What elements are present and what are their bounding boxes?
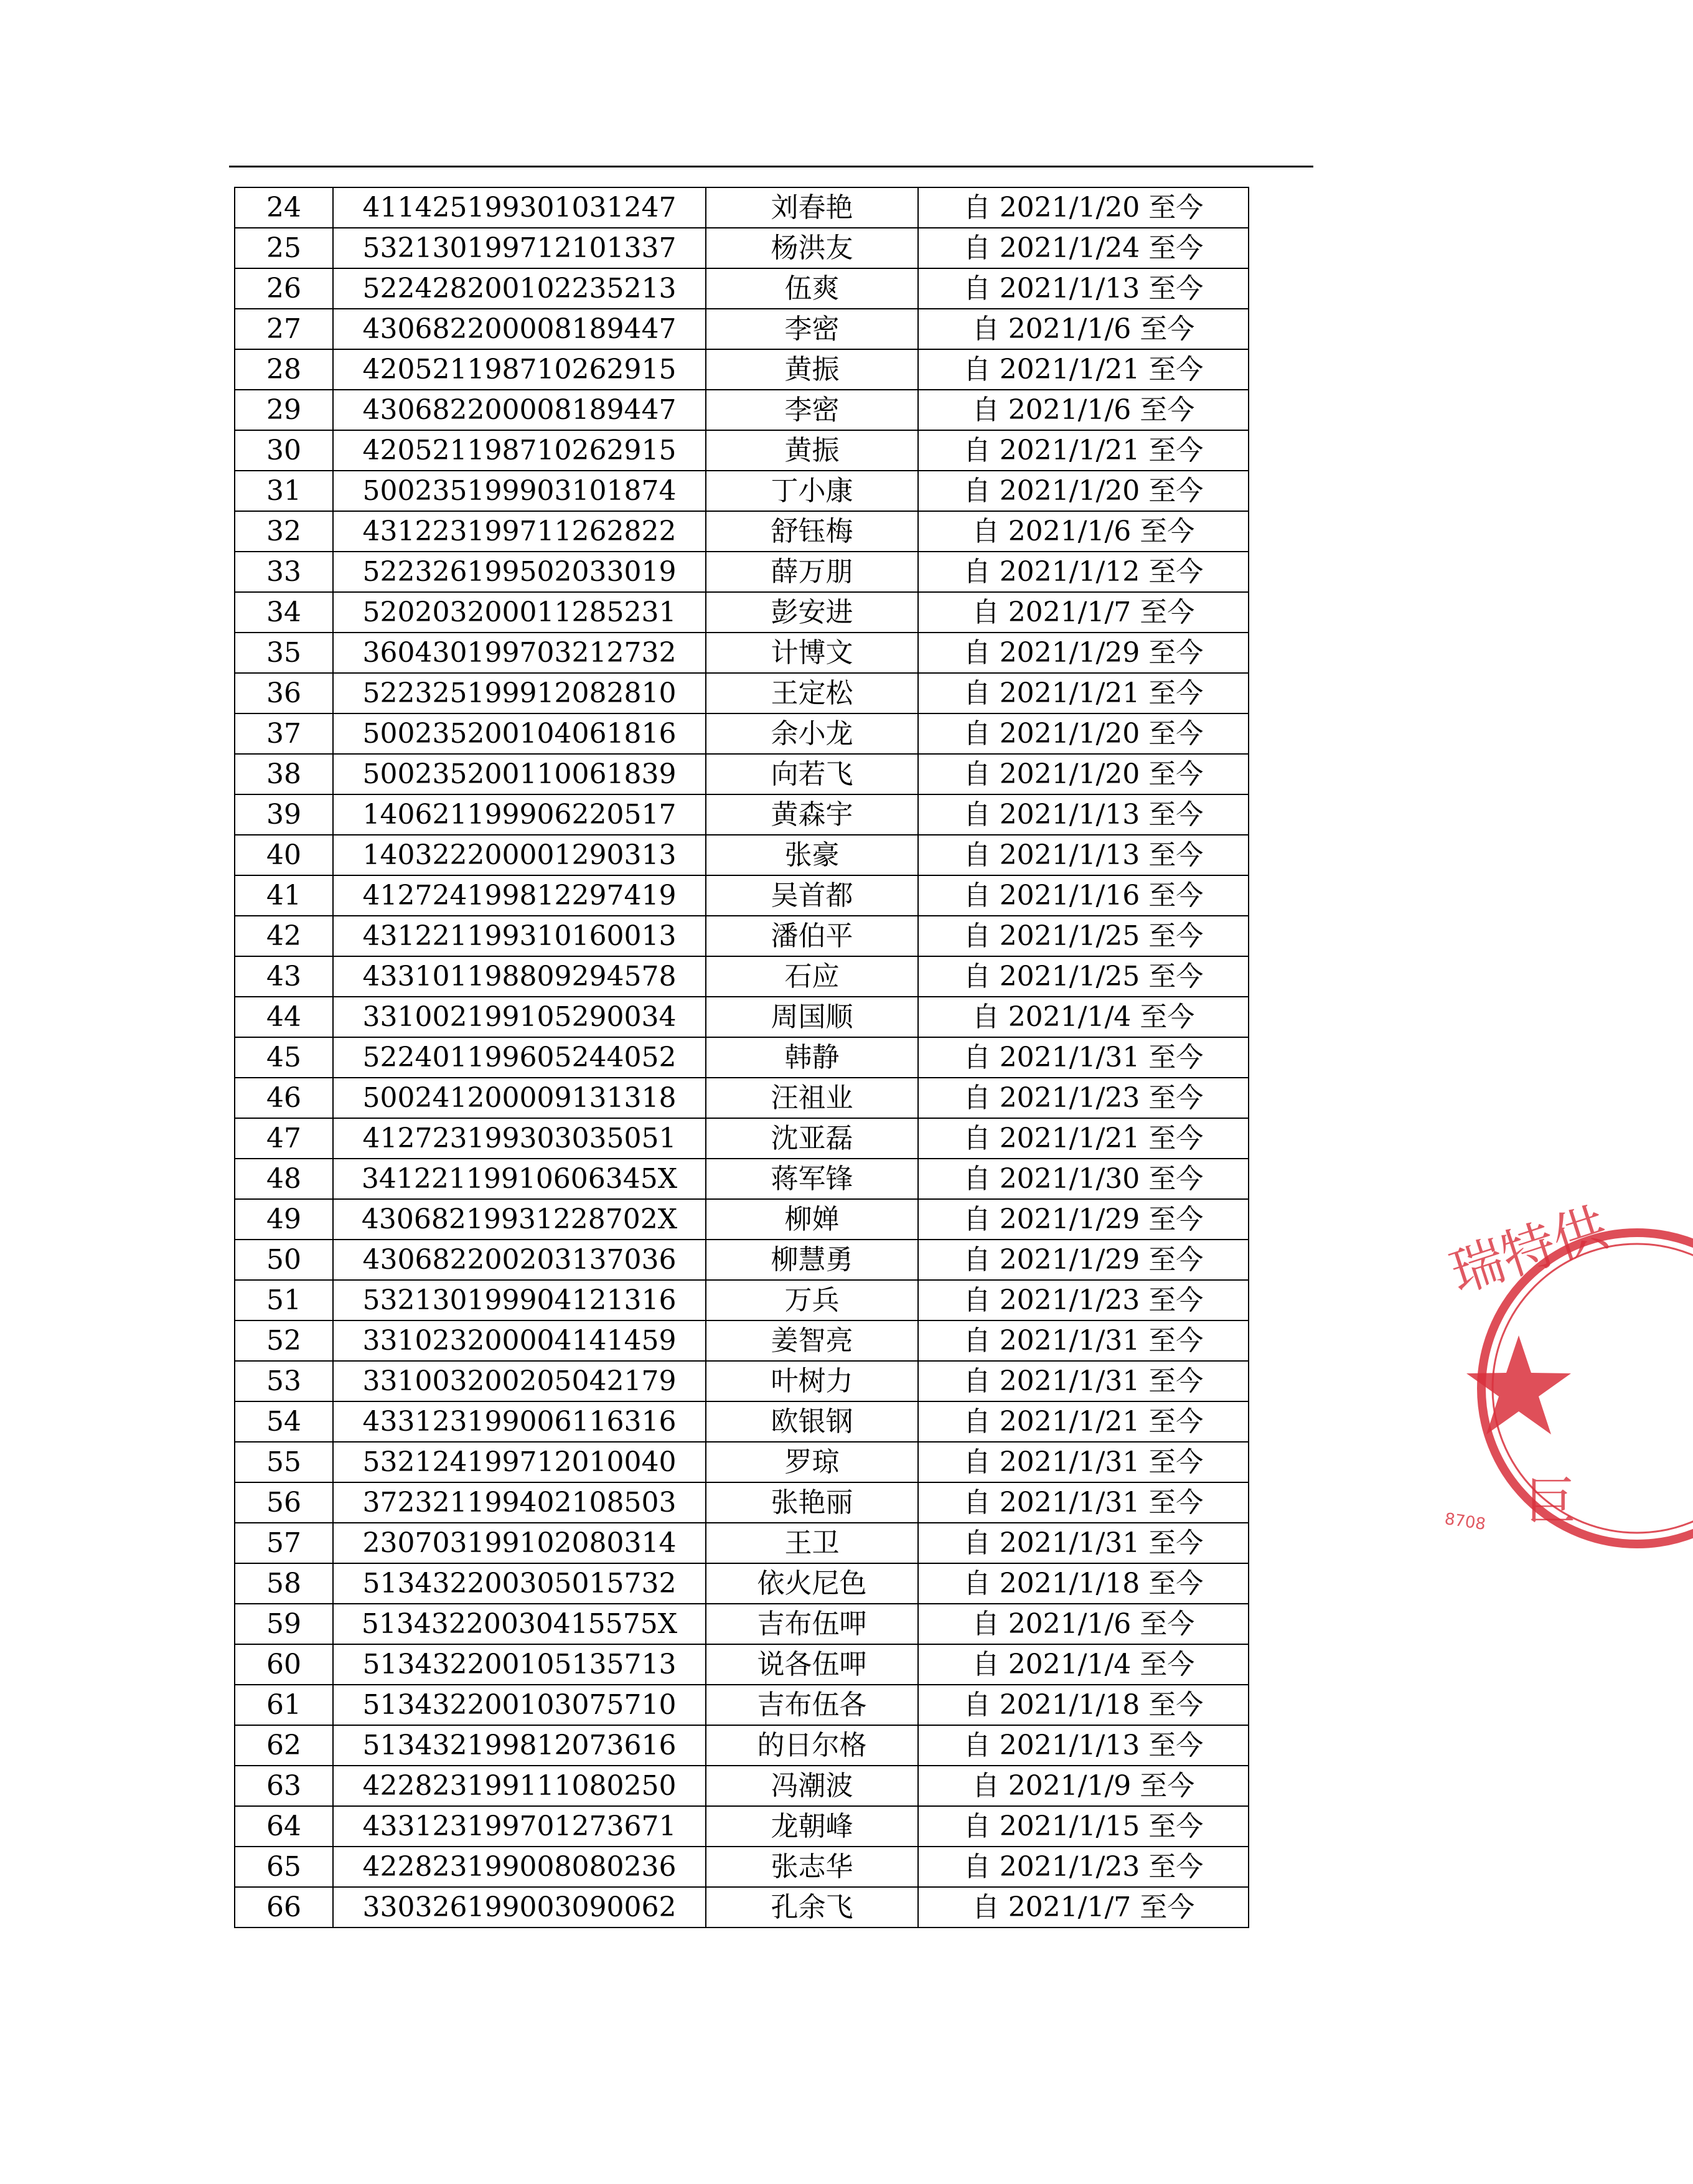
employment-period: 自 2021/1/31 至今 bbox=[918, 1361, 1249, 1401]
person-name: 柳婵 bbox=[706, 1199, 918, 1240]
table-row bbox=[235, 1685, 1249, 1725]
table-row bbox=[235, 1766, 1249, 1806]
person-name: 沈亚磊 bbox=[706, 1118, 918, 1159]
employment-period: 自 2021/1/7 至今 bbox=[918, 1887, 1249, 1927]
row-number: 26 bbox=[235, 268, 333, 309]
table-row bbox=[235, 1644, 1249, 1685]
person-name: 丁小康 bbox=[706, 471, 918, 511]
row-number: 39 bbox=[235, 794, 333, 835]
id-number: 522428200102235213 bbox=[333, 268, 706, 309]
employment-period: 自 2021/1/6 至今 bbox=[918, 511, 1249, 552]
person-name: 杨洪友 bbox=[706, 228, 918, 268]
row-number: 55 bbox=[235, 1442, 333, 1482]
row-number: 49 bbox=[235, 1199, 333, 1240]
seal-bottom-text: 巨 bbox=[1525, 1472, 1577, 1532]
employment-period: 自 2021/1/24 至今 bbox=[918, 228, 1249, 268]
table-row bbox=[235, 1482, 1249, 1523]
person-name: 姜智亮 bbox=[706, 1320, 918, 1361]
id-number: 420521198710262915 bbox=[333, 349, 706, 390]
table-row bbox=[235, 552, 1249, 592]
table-row bbox=[235, 1887, 1249, 1927]
id-number: 522325199912082810 bbox=[333, 673, 706, 713]
employment-period: 自 2021/1/13 至今 bbox=[918, 268, 1249, 309]
person-name: 吉布伍呷 bbox=[706, 1604, 918, 1644]
id-number: 331023200004141459 bbox=[333, 1320, 706, 1361]
row-number: 58 bbox=[235, 1563, 333, 1604]
person-name: 汪祖业 bbox=[706, 1078, 918, 1118]
row-number: 43 bbox=[235, 956, 333, 997]
employment-period: 自 2021/1/7 至今 bbox=[918, 592, 1249, 633]
header-rule bbox=[229, 166, 1313, 167]
employment-period: 自 2021/1/23 至今 bbox=[918, 1078, 1249, 1118]
table-row bbox=[235, 1240, 1249, 1280]
id-number: 430682200008189447 bbox=[333, 390, 706, 430]
row-number: 37 bbox=[235, 713, 333, 754]
id-number: 513432200305015732 bbox=[333, 1563, 706, 1604]
table-row bbox=[235, 673, 1249, 713]
id-number: 433101198809294578 bbox=[333, 956, 706, 997]
records-table bbox=[234, 187, 1249, 1928]
person-name: 黄森宇 bbox=[706, 794, 918, 835]
table-row bbox=[235, 268, 1249, 309]
employment-period: 自 2021/1/16 至今 bbox=[918, 875, 1249, 916]
id-number: 500241200009131318 bbox=[333, 1078, 706, 1118]
person-name: 罗琼 bbox=[706, 1442, 918, 1482]
employment-period: 自 2021/1/29 至今 bbox=[918, 1199, 1249, 1240]
id-number: 412724199812297419 bbox=[333, 875, 706, 916]
row-number: 33 bbox=[235, 552, 333, 592]
table-row bbox=[235, 592, 1249, 633]
table-row bbox=[235, 1037, 1249, 1078]
employment-period: 自 2021/1/21 至今 bbox=[918, 1401, 1249, 1442]
id-number: 513432200105135713 bbox=[333, 1644, 706, 1685]
employment-period: 自 2021/1/13 至今 bbox=[918, 1725, 1249, 1766]
id-number: 513432200103075710 bbox=[333, 1685, 706, 1725]
row-number: 47 bbox=[235, 1118, 333, 1159]
id-number: 422823199008080236 bbox=[333, 1847, 706, 1887]
id-number: 140621199906220517 bbox=[333, 794, 706, 835]
employment-period: 自 2021/1/6 至今 bbox=[918, 1604, 1249, 1644]
person-name: 张艳丽 bbox=[706, 1482, 918, 1523]
row-number: 60 bbox=[235, 1644, 333, 1685]
row-number: 29 bbox=[235, 390, 333, 430]
records-body bbox=[235, 187, 1249, 1927]
person-name: 石应 bbox=[706, 956, 918, 997]
person-name: 冯潮波 bbox=[706, 1766, 918, 1806]
employment-period: 自 2021/1/25 至今 bbox=[918, 916, 1249, 956]
row-number: 40 bbox=[235, 835, 333, 875]
person-name: 向若飞 bbox=[706, 754, 918, 794]
table-row bbox=[235, 1563, 1249, 1604]
row-number: 46 bbox=[235, 1078, 333, 1118]
person-name: 黄振 bbox=[706, 430, 918, 471]
employment-period: 自 2021/1/23 至今 bbox=[918, 1847, 1249, 1887]
employment-period: 自 2021/1/4 至今 bbox=[918, 997, 1249, 1037]
id-number: 430682200203137036 bbox=[333, 1240, 706, 1280]
table-row bbox=[235, 1159, 1249, 1199]
person-name: 计博文 bbox=[706, 633, 918, 673]
employment-period: 自 2021/1/21 至今 bbox=[918, 673, 1249, 713]
table-row bbox=[235, 916, 1249, 956]
employment-period: 自 2021/1/21 至今 bbox=[918, 430, 1249, 471]
id-number: 522401199605244052 bbox=[333, 1037, 706, 1078]
employment-period: 自 2021/1/20 至今 bbox=[918, 471, 1249, 511]
table-row bbox=[235, 1725, 1249, 1766]
row-number: 36 bbox=[235, 673, 333, 713]
table-row bbox=[235, 511, 1249, 552]
table-row bbox=[235, 1847, 1249, 1887]
person-name: 王定松 bbox=[706, 673, 918, 713]
employment-period: 自 2021/1/31 至今 bbox=[918, 1523, 1249, 1563]
seal-number: 8708 bbox=[1443, 1510, 1487, 1534]
person-name: 韩静 bbox=[706, 1037, 918, 1078]
person-name: 孔余飞 bbox=[706, 1887, 918, 1927]
employment-period: 自 2021/1/20 至今 bbox=[918, 754, 1249, 794]
employment-period: 自 2021/1/6 至今 bbox=[918, 309, 1249, 349]
row-number: 28 bbox=[235, 349, 333, 390]
employment-period: 自 2021/1/30 至今 bbox=[918, 1159, 1249, 1199]
id-number: 433123199006116316 bbox=[333, 1401, 706, 1442]
row-number: 51 bbox=[235, 1280, 333, 1320]
row-number: 31 bbox=[235, 471, 333, 511]
table-row bbox=[235, 1442, 1249, 1482]
id-number: 412723199303035051 bbox=[333, 1118, 706, 1159]
table-row bbox=[235, 1523, 1249, 1563]
person-name: 欧银钢 bbox=[706, 1401, 918, 1442]
table-row bbox=[235, 1806, 1249, 1847]
table-row bbox=[235, 390, 1249, 430]
row-number: 30 bbox=[235, 430, 333, 471]
id-number: 513432199812073616 bbox=[333, 1725, 706, 1766]
person-name: 张豪 bbox=[706, 835, 918, 875]
row-number: 50 bbox=[235, 1240, 333, 1280]
employment-period: 自 2021/1/9 至今 bbox=[918, 1766, 1249, 1806]
row-number: 63 bbox=[235, 1766, 333, 1806]
id-number: 43068219931228702X bbox=[333, 1199, 706, 1240]
employment-period: 自 2021/1/29 至今 bbox=[918, 633, 1249, 673]
row-number: 45 bbox=[235, 1037, 333, 1078]
table-row bbox=[235, 1361, 1249, 1401]
id-number: 500235200104061816 bbox=[333, 713, 706, 754]
employment-period: 自 2021/1/21 至今 bbox=[918, 349, 1249, 390]
id-number: 411425199301031247 bbox=[333, 187, 706, 228]
employment-period: 自 2021/1/13 至今 bbox=[918, 835, 1249, 875]
table-row bbox=[235, 1320, 1249, 1361]
row-number: 53 bbox=[235, 1361, 333, 1401]
table-row bbox=[235, 187, 1249, 228]
table-row bbox=[235, 1604, 1249, 1644]
row-number: 52 bbox=[235, 1320, 333, 1361]
id-number: 431223199711262822 bbox=[333, 511, 706, 552]
person-name: 潘伯平 bbox=[706, 916, 918, 956]
table-row bbox=[235, 471, 1249, 511]
id-number: 331003200205042179 bbox=[333, 1361, 706, 1401]
person-name: 依火尼色 bbox=[706, 1563, 918, 1604]
employment-period: 自 2021/1/31 至今 bbox=[918, 1482, 1249, 1523]
table-row bbox=[235, 633, 1249, 673]
person-name: 李密 bbox=[706, 309, 918, 349]
table-row bbox=[235, 794, 1249, 835]
row-number: 57 bbox=[235, 1523, 333, 1563]
row-number: 66 bbox=[235, 1887, 333, 1927]
person-name: 刘春艳 bbox=[706, 187, 918, 228]
table-row bbox=[235, 309, 1249, 349]
table-row bbox=[235, 1199, 1249, 1240]
person-name: 吉布伍各 bbox=[706, 1685, 918, 1725]
person-name: 李密 bbox=[706, 390, 918, 430]
person-name: 张志华 bbox=[706, 1847, 918, 1887]
row-number: 27 bbox=[235, 309, 333, 349]
table-row bbox=[235, 1118, 1249, 1159]
row-number: 59 bbox=[235, 1604, 333, 1644]
id-number: 331002199105290034 bbox=[333, 997, 706, 1037]
table-row bbox=[235, 713, 1249, 754]
table-row bbox=[235, 997, 1249, 1037]
person-name: 叶树力 bbox=[706, 1361, 918, 1401]
employment-period: 自 2021/1/15 至今 bbox=[918, 1806, 1249, 1847]
person-name: 吴首都 bbox=[706, 875, 918, 916]
row-number: 42 bbox=[235, 916, 333, 956]
row-number: 35 bbox=[235, 633, 333, 673]
id-number: 51343220030415575X bbox=[333, 1604, 706, 1644]
id-number: 532130199904121316 bbox=[333, 1280, 706, 1320]
row-number: 25 bbox=[235, 228, 333, 268]
row-number: 54 bbox=[235, 1401, 333, 1442]
employment-period: 自 2021/1/21 至今 bbox=[918, 1118, 1249, 1159]
id-number: 500235200110061839 bbox=[333, 754, 706, 794]
id-number: 522326199502033019 bbox=[333, 552, 706, 592]
id-number: 372321199402108503 bbox=[333, 1482, 706, 1523]
person-name: 伍爽 bbox=[706, 268, 918, 309]
row-number: 61 bbox=[235, 1685, 333, 1725]
person-name: 王卫 bbox=[706, 1523, 918, 1563]
id-number: 431221199310160013 bbox=[333, 916, 706, 956]
person-name: 的日尔格 bbox=[706, 1725, 918, 1766]
id-number: 532130199712101337 bbox=[333, 228, 706, 268]
row-number: 65 bbox=[235, 1847, 333, 1887]
employment-period: 自 2021/1/29 至今 bbox=[918, 1240, 1249, 1280]
row-number: 32 bbox=[235, 511, 333, 552]
row-number: 64 bbox=[235, 1806, 333, 1847]
company-seal bbox=[1432, 1196, 1693, 1556]
table-row bbox=[235, 1280, 1249, 1320]
person-name: 舒钰梅 bbox=[706, 511, 918, 552]
table-row bbox=[235, 754, 1249, 794]
person-name: 周国顺 bbox=[706, 997, 918, 1037]
employment-period: 自 2021/1/6 至今 bbox=[918, 390, 1249, 430]
employment-period: 自 2021/1/25 至今 bbox=[918, 956, 1249, 997]
id-number: 330326199003090062 bbox=[333, 1887, 706, 1927]
table-row bbox=[235, 430, 1249, 471]
row-number: 48 bbox=[235, 1159, 333, 1199]
id-number: 422823199111080250 bbox=[333, 1766, 706, 1806]
employment-period: 自 2021/1/12 至今 bbox=[918, 552, 1249, 592]
table-row bbox=[235, 1078, 1249, 1118]
row-number: 24 bbox=[235, 187, 333, 228]
employment-period: 自 2021/1/23 至今 bbox=[918, 1280, 1249, 1320]
id-number: 532124199712010040 bbox=[333, 1442, 706, 1482]
employment-period: 自 2021/1/18 至今 bbox=[918, 1563, 1249, 1604]
id-number: 500235199903101874 bbox=[333, 471, 706, 511]
employment-period: 自 2021/1/20 至今 bbox=[918, 187, 1249, 228]
person-name: 柳慧勇 bbox=[706, 1240, 918, 1280]
row-number: 34 bbox=[235, 592, 333, 633]
row-number: 38 bbox=[235, 754, 333, 794]
seal-text: 瑞特供 bbox=[1443, 1196, 1615, 1306]
table-row bbox=[235, 228, 1249, 268]
employment-period: 自 2021/1/20 至今 bbox=[918, 713, 1249, 754]
id-number: 433123199701273671 bbox=[333, 1806, 706, 1847]
table-row bbox=[235, 349, 1249, 390]
person-name: 说各伍呷 bbox=[706, 1644, 918, 1685]
person-name: 薛万朋 bbox=[706, 552, 918, 592]
person-name: 龙朝峰 bbox=[706, 1806, 918, 1847]
person-name: 蒋军锋 bbox=[706, 1159, 918, 1199]
table-row bbox=[235, 875, 1249, 916]
row-number: 56 bbox=[235, 1482, 333, 1523]
person-name: 万兵 bbox=[706, 1280, 918, 1320]
employment-period: 自 2021/1/31 至今 bbox=[918, 1037, 1249, 1078]
employment-period: 自 2021/1/4 至今 bbox=[918, 1644, 1249, 1685]
id-number: 520203200011285231 bbox=[333, 592, 706, 633]
id-number: 360430199703212732 bbox=[333, 633, 706, 673]
person-name: 黄振 bbox=[706, 349, 918, 390]
id-number: 34122119910606345X bbox=[333, 1159, 706, 1199]
person-name: 余小龙 bbox=[706, 713, 918, 754]
employment-period: 自 2021/1/13 至今 bbox=[918, 794, 1249, 835]
id-number: 430682200008189447 bbox=[333, 309, 706, 349]
id-number: 230703199102080314 bbox=[333, 1523, 706, 1563]
row-number: 44 bbox=[235, 997, 333, 1037]
table-row bbox=[235, 956, 1249, 997]
person-name: 彭安进 bbox=[706, 592, 918, 633]
employment-period: 自 2021/1/31 至今 bbox=[918, 1442, 1249, 1482]
table-row bbox=[235, 1401, 1249, 1442]
employment-period: 自 2021/1/31 至今 bbox=[918, 1320, 1249, 1361]
row-number: 62 bbox=[235, 1725, 333, 1766]
table-row bbox=[235, 835, 1249, 875]
employment-period: 自 2021/1/18 至今 bbox=[918, 1685, 1249, 1725]
id-number: 420521198710262915 bbox=[333, 430, 706, 471]
id-number: 140322200001290313 bbox=[333, 835, 706, 875]
row-number: 41 bbox=[235, 875, 333, 916]
